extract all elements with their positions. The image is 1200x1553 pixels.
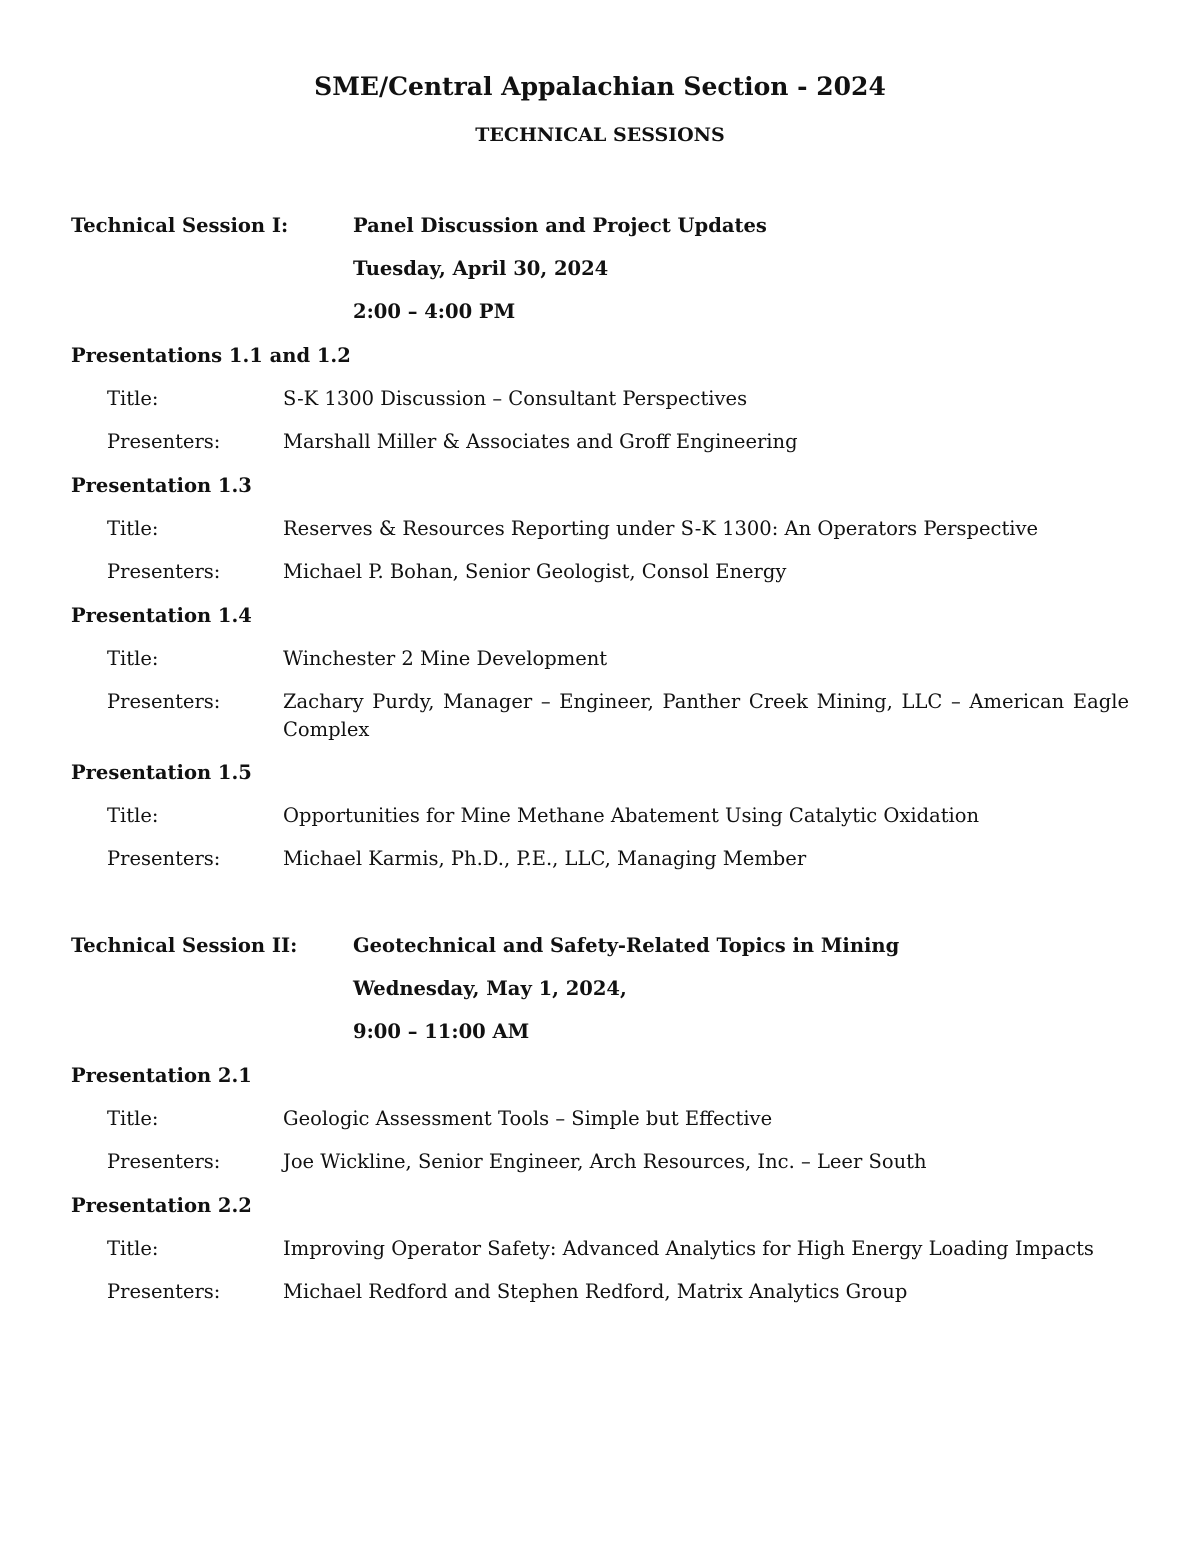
presentation-heading: Presentations 1.1 and 1.2 — [71, 344, 351, 367]
session-1-date: Tuesday, April 30, 2024 — [353, 257, 609, 280]
presentation-heading: Presentation 1.4 — [71, 604, 252, 627]
presentation-title: Opportunities for Mine Methane Abatement Using Catalytic Oxidation — [283, 804, 980, 827]
presentation-presenters: Michael Redford and Stephen Redford, Matrix Analytics Group — [283, 1280, 908, 1303]
session-1-time: 2:00 – 4:00 PM — [353, 300, 516, 323]
presentation-presenters: Zachary Purdy, Manager – Engineer, Panther Creek Mining, LLC – American Eagle Complex — [283, 690, 1129, 741]
presentation-heading: Presentation 1.5 — [71, 761, 252, 784]
presentation-title: Geologic Assessment Tools – Simple but Effective — [283, 1107, 773, 1130]
session-2-topic: Geotechnical and Safety-Related Topics in Mining — [353, 934, 900, 957]
presenters-label: Presenters: — [107, 430, 221, 453]
title-label: Title: — [107, 517, 159, 540]
presentation-heading: Presentation 2.1 — [71, 1064, 252, 1087]
title-label: Title: — [107, 387, 159, 410]
presentation-presenters: Joe Wickline, Senior Engineer, Arch Resources, Inc. – Leer South — [283, 1150, 927, 1173]
session-1-topic: Panel Discussion and Project Updates — [353, 214, 767, 237]
presentation-presenters: Michael Karmis, Ph.D., P.E., LLC, Managing Member — [283, 847, 807, 870]
presentation-title: Winchester 2 Mine Development — [283, 647, 608, 670]
session-2-date: Wednesday, May 1, 2024, — [353, 977, 627, 1000]
presentation-presenters: Marshall Miller & Associates and Groff Engineering — [283, 430, 798, 453]
presentation-heading: Presentation 2.2 — [71, 1194, 252, 1217]
presentation-presenters: Michael P. Bohan, Senior Geologist, Consol Energy — [283, 560, 787, 583]
document-subtitle: TECHNICAL SESSIONS — [475, 124, 725, 146]
session-1-label: Technical Session I: — [71, 214, 289, 237]
presentation-title: Improving Operator Safety: Advanced Analytics for High Energy Loading Impacts — [283, 1237, 1094, 1260]
presentation-heading: Presentation 1.3 — [71, 474, 252, 497]
presenters-label: Presenters: — [107, 560, 221, 583]
presenters-label: Presenters: — [107, 1280, 221, 1303]
presenters-label: Presenters: — [107, 690, 221, 713]
presentation-title: S-K 1300 Discussion – Consultant Perspectives — [283, 387, 748, 410]
title-label: Title: — [107, 1237, 159, 1260]
presentation-title: Reserves & Resources Reporting under S-K 1300: An Operators Perspective — [283, 517, 1039, 540]
session-2-time: 9:00 – 11:00 AM — [353, 1020, 530, 1043]
title-label: Title: — [107, 804, 159, 827]
session-2-label: Technical Session II: — [71, 934, 298, 957]
title-label: Title: — [107, 1107, 159, 1130]
presenters-label: Presenters: — [107, 1150, 221, 1173]
document-title: SME/Central Appalachian Section - 2024 — [314, 72, 886, 101]
title-label: Title: — [107, 647, 159, 670]
presenters-label: Presenters: — [107, 847, 221, 870]
